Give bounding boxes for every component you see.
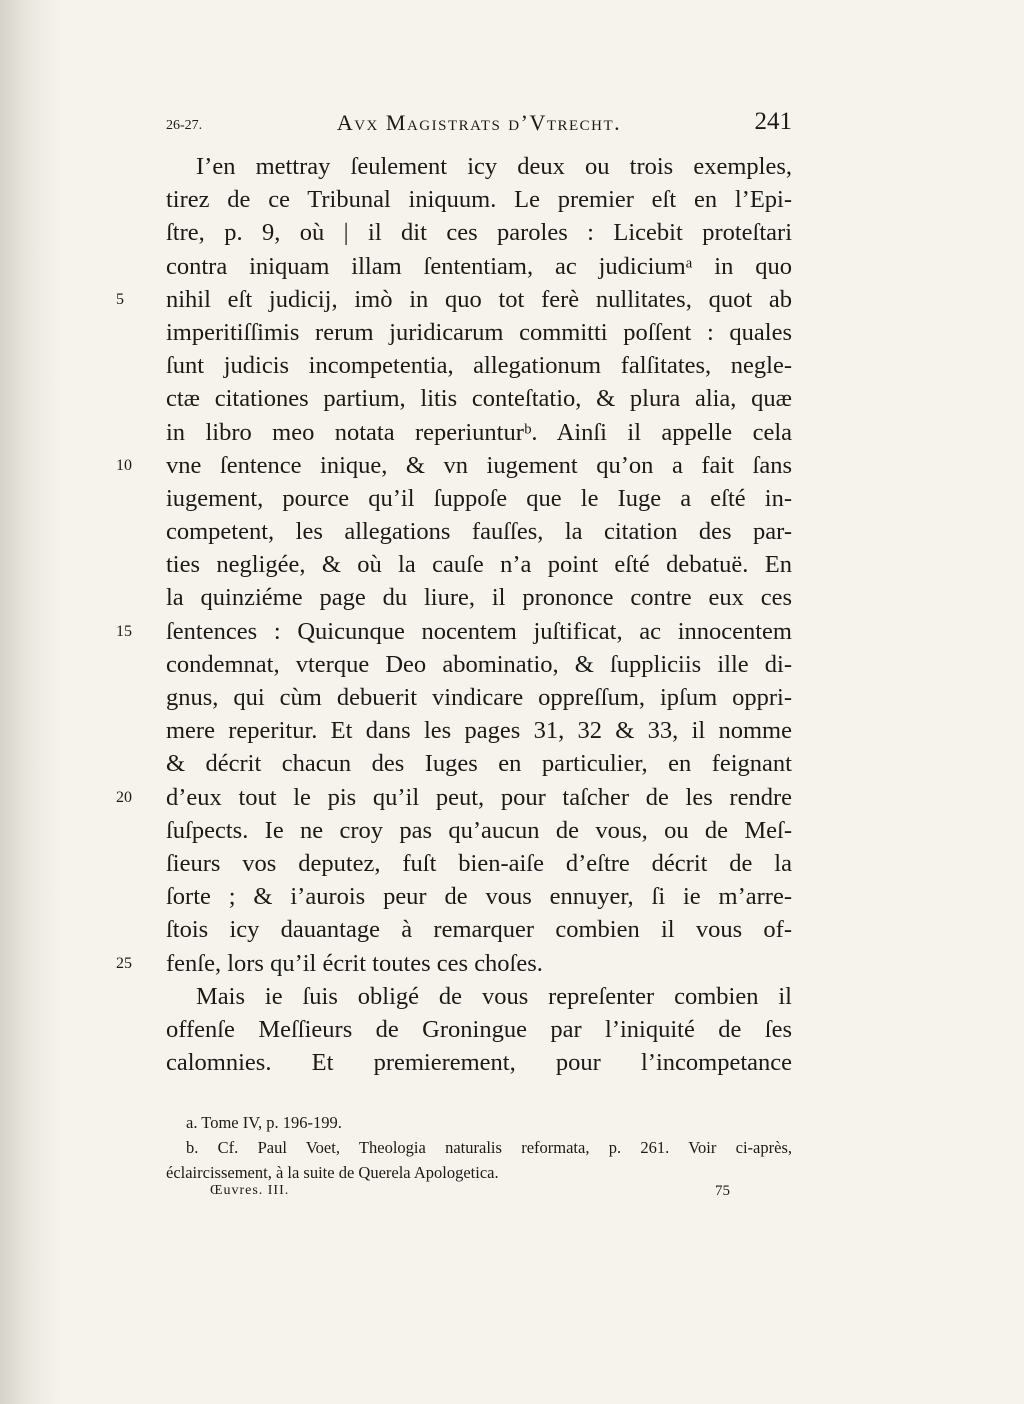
header-page-range: 26-27. bbox=[166, 118, 203, 133]
line-text: tirez de ce Tribunal iniquum. Le premier eſt en l’Epi- bbox=[166, 186, 792, 214]
text-line bbox=[166, 1013, 792, 1046]
text-line bbox=[116, 615, 792, 648]
line-text: offenſe Meſſieurs de Groningue par l’iniquité de ſes bbox=[166, 1015, 792, 1043]
line-text: ſtois icy dauantage à remarquer combien il vous of- bbox=[166, 916, 792, 944]
line-text: iugement, pource qu’il ſuppoſe que le Iuge a eſté in- bbox=[166, 484, 792, 512]
line-text: Mais ie ſuis obligé de vous repreſenter combien il bbox=[196, 982, 792, 1010]
text-line bbox=[166, 183, 792, 216]
text-line bbox=[166, 1046, 792, 1079]
line-text: contra iniquam illam ſententiam, ac judiciumᵃ in quo bbox=[166, 252, 792, 280]
line-text: la quinziéme page du liure, il prononce contre eux ces bbox=[166, 584, 792, 612]
footnote-b-continuation: éclaircissement, à la suite de Querela Apologetica. bbox=[166, 1163, 499, 1182]
line-text: ſunt judicis incompetentia, allegationum falſitates, negle- bbox=[166, 352, 792, 380]
line-text: mere reperitur. Et dans les pages 31, 32 & 33, il nomme bbox=[166, 717, 792, 745]
line-number: 15 bbox=[116, 622, 132, 640]
footnotes bbox=[166, 1110, 792, 1185]
text-line bbox=[166, 581, 792, 614]
text-line bbox=[166, 681, 792, 714]
text-line bbox=[166, 880, 792, 913]
text-line bbox=[166, 648, 792, 681]
page-gutter-shadow bbox=[0, 0, 60, 1404]
page-number: 241 bbox=[754, 108, 792, 135]
line-text: competent, les allegations fauſſes, la citation des par- bbox=[166, 518, 792, 546]
line-text: ſtre, p. 9, où | il dit ces paroles : Licebit proteſtari bbox=[166, 219, 792, 247]
text-line bbox=[166, 847, 792, 880]
main-text-block bbox=[116, 150, 792, 1079]
text-line bbox=[166, 714, 792, 747]
line-text: ties negligée, & où la cauſe n’a point eſté debatuë. En bbox=[166, 551, 792, 579]
text-line bbox=[116, 449, 792, 482]
text-line bbox=[116, 283, 792, 316]
line-text: in libro meo notata reperiunturᵇ. Ainſi il appelle cela bbox=[166, 418, 792, 446]
text-line bbox=[166, 382, 792, 415]
text-line bbox=[166, 814, 792, 847]
text-line bbox=[166, 250, 792, 283]
line-text: I’en mettray ſeulement icy deux ou trois exemples, bbox=[196, 153, 792, 180]
line-text: calomnies. Et premierement, pour l’incompetance bbox=[166, 1049, 792, 1077]
line-text: fenſe, lors qu’il écrit toutes ces choſes. bbox=[166, 949, 543, 977]
line-text: imperitiſſimis rerum juridicarum committi poſſent : quales bbox=[166, 318, 792, 346]
line-text: nihil eſt judicij, imò in quo tot ferè nullitates, quot ab bbox=[166, 285, 792, 313]
text-line bbox=[166, 913, 792, 946]
line-text: ſorte ; & i’aurois peur de vous ennuyer, ſi ie m’arre- bbox=[166, 883, 792, 911]
running-title: Avx Magistrats d’Vtrecht. bbox=[336, 110, 622, 135]
text-line bbox=[166, 515, 792, 548]
line-number: 25 bbox=[116, 954, 132, 972]
line-number: 10 bbox=[116, 456, 132, 474]
line-text: vne ſentence inique, & vn iugement qu’on a fait ſans bbox=[166, 451, 792, 479]
line-text: ſentences : Quicunque nocentem juſtificat, ac innocentem bbox=[166, 617, 792, 645]
line-text: ctæ citationes partium, litis conteſtatio, & plura alia, quæ bbox=[166, 385, 792, 413]
line-number: 20 bbox=[116, 788, 132, 806]
line-number: 5 bbox=[116, 290, 124, 308]
text-line bbox=[166, 747, 792, 780]
text-line bbox=[166, 349, 792, 382]
line-text: gnus, qui cùm debuerit vindicare oppreſſum, ipſum oppri- bbox=[166, 684, 792, 711]
text-line bbox=[166, 216, 792, 249]
line-text: d’eux tout le pis qu’il peut, pour taſcher de les rendre bbox=[166, 783, 792, 811]
text-line bbox=[166, 548, 792, 581]
footnote-a: a. Tome IV, p. 196-199. bbox=[186, 1113, 342, 1132]
text-line bbox=[166, 980, 792, 1013]
signature-volume: Œuvres. III. bbox=[210, 1183, 290, 1198]
text-line bbox=[116, 781, 792, 814]
line-text: ſuſpects. Ie ne croy pas qu’aucun de vous, ou de Meſ- bbox=[166, 816, 792, 844]
text-line bbox=[166, 316, 792, 349]
text-line bbox=[166, 416, 792, 449]
line-text: & décrit chacun des Iuges en particulier, en feignant bbox=[166, 750, 792, 778]
text-line bbox=[116, 947, 792, 980]
line-text: ſieurs vos deputez, fuſt bien-aiſe d’eſtre décrit de la bbox=[166, 849, 792, 877]
text-line bbox=[166, 482, 792, 515]
running-header bbox=[166, 108, 792, 142]
footnote-b: b. Cf. Paul Voet, Theologia naturalis reformata, p. 261. Voir ci-après, bbox=[186, 1138, 792, 1157]
line-text: condemnat, vterque Deo abominatio, & ſuppliciis ille di- bbox=[166, 650, 792, 678]
text-line bbox=[166, 150, 792, 183]
signature-mark: 75 bbox=[715, 1183, 730, 1199]
